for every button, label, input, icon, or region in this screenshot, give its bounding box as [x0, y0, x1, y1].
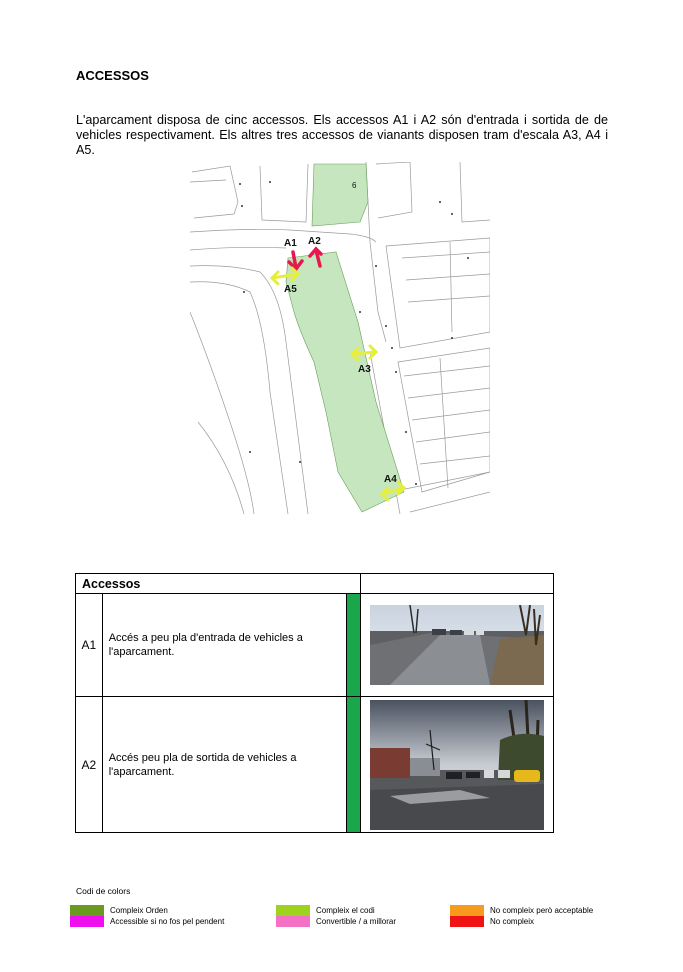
- label-a2: A2: [308, 236, 321, 247]
- label-a4: A4: [384, 474, 397, 485]
- table-row: [76, 594, 554, 697]
- accessos-table: [75, 573, 554, 833]
- table-row: [76, 697, 554, 833]
- legend-swatch: [450, 916, 484, 927]
- access-a1-photo: [370, 605, 544, 685]
- legend-label: Accessible si no fos pel pendent: [110, 917, 225, 926]
- label-a5: A5: [284, 284, 297, 295]
- green-zone-top: [312, 164, 368, 226]
- legend-swatch: [70, 916, 104, 927]
- site-plan-map: [190, 162, 490, 514]
- access-a2-photo: [370, 700, 544, 830]
- legend-item: [450, 916, 534, 927]
- legend-item: [70, 905, 168, 916]
- section-heading: ACCESSOS: [76, 68, 149, 83]
- legend-label: No compleix però acceptable: [490, 906, 594, 915]
- access-description: Accés a peu pla d'entrada de vehicles a l'aparcament.: [102, 594, 346, 697]
- status-color-cell: [346, 594, 361, 697]
- label-a3: A3: [358, 364, 371, 375]
- legend-swatch: [70, 905, 104, 916]
- access-code: A2: [76, 697, 103, 833]
- table-header-row: [76, 574, 554, 594]
- legend-swatch: [450, 905, 484, 916]
- legend-item: [450, 905, 593, 916]
- legend-item: [276, 916, 396, 927]
- intro-paragraph: L'aparcament disposa de cinc accessos. Els accessos A1 i A2 són d'entrada i sortida de de vehicles respectivament. Els altres tres accessos de vianants disposen tram d'escala A3, A4 i A5.: [76, 113, 608, 157]
- table-header: Accessos: [76, 574, 361, 594]
- legend-label: No compleix: [490, 917, 535, 926]
- legend-swatch: [276, 916, 310, 927]
- legend-item: [276, 905, 375, 916]
- parking-area: [286, 252, 404, 512]
- legend-label: Compleix Orden: [110, 906, 168, 915]
- legend-title: Codi de colors: [76, 886, 131, 896]
- access-code: A1: [76, 594, 103, 697]
- legend-label: Compleix el codi: [316, 906, 375, 915]
- status-color-cell: [346, 697, 361, 833]
- photo-cell: [361, 594, 554, 697]
- access-description: Accés peu pla de sortida de vehicles a l'aparcament.: [102, 697, 346, 833]
- table-header-photo-column: [361, 574, 554, 594]
- label-building-number: 6: [352, 181, 357, 190]
- photo-cell: [361, 697, 554, 833]
- legend-swatch: [276, 905, 310, 916]
- label-a1: A1: [284, 238, 297, 249]
- legend-item: [70, 916, 224, 927]
- legend-label: Convertible / a millorar: [316, 917, 397, 926]
